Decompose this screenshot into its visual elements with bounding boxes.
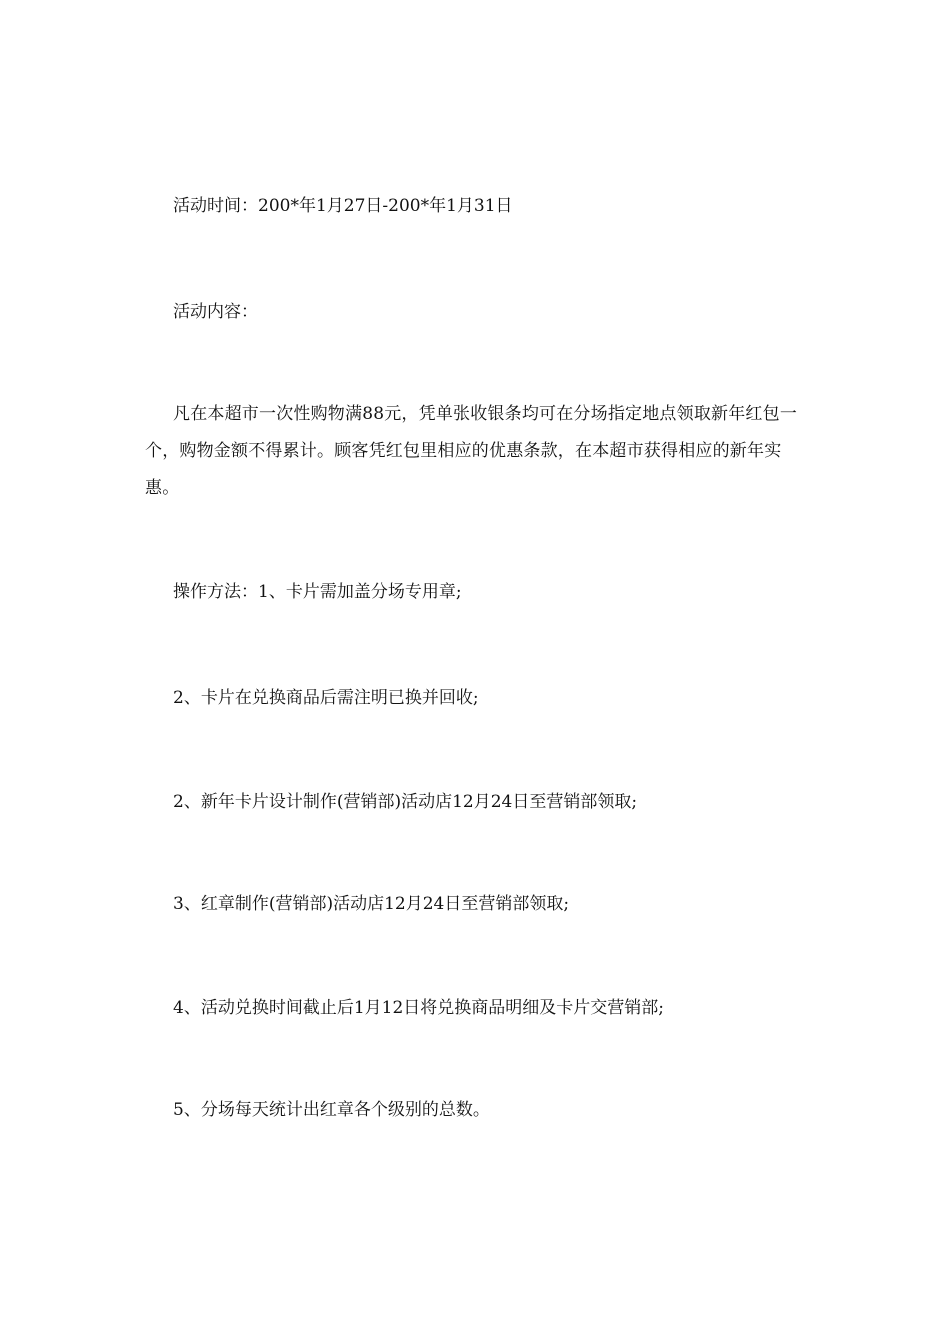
activity-content-body: 凡在本超市一次性购物满88元，凭单张收银条均可在分场指定地点领取新年红包一个，购物金额不得累计。顾客凭红包里相应的优惠条款，在本超市获得相应的新年实惠。: [145, 404, 798, 498]
operation-method-paragraph: 操作方法：1、卡片需加盖分场专用章;: [173, 582, 462, 602]
operation-step-4: 4、活动兑换时间截止后1月12日将兑换商品明细及卡片交营销部;: [173, 998, 664, 1018]
activity-time-paragraph: 活动时间：200*年1月27日-200*年1月31日: [173, 196, 513, 216]
operation-step-2b: 2、新年卡片设计制作(营销部)活动店12月24日至营销部领取;: [173, 792, 638, 812]
operation-step-5: 5、分场每天统计出红章各个级别的总数。: [173, 1100, 490, 1120]
operation-step-2a: 2、卡片在兑换商品后需注明已换并回收;: [173, 688, 479, 708]
operation-step-3: 3、红章制作(营销部)活动店12月24日至营销部领取;: [173, 894, 570, 914]
activity-content-heading: 活动内容：: [173, 302, 258, 322]
